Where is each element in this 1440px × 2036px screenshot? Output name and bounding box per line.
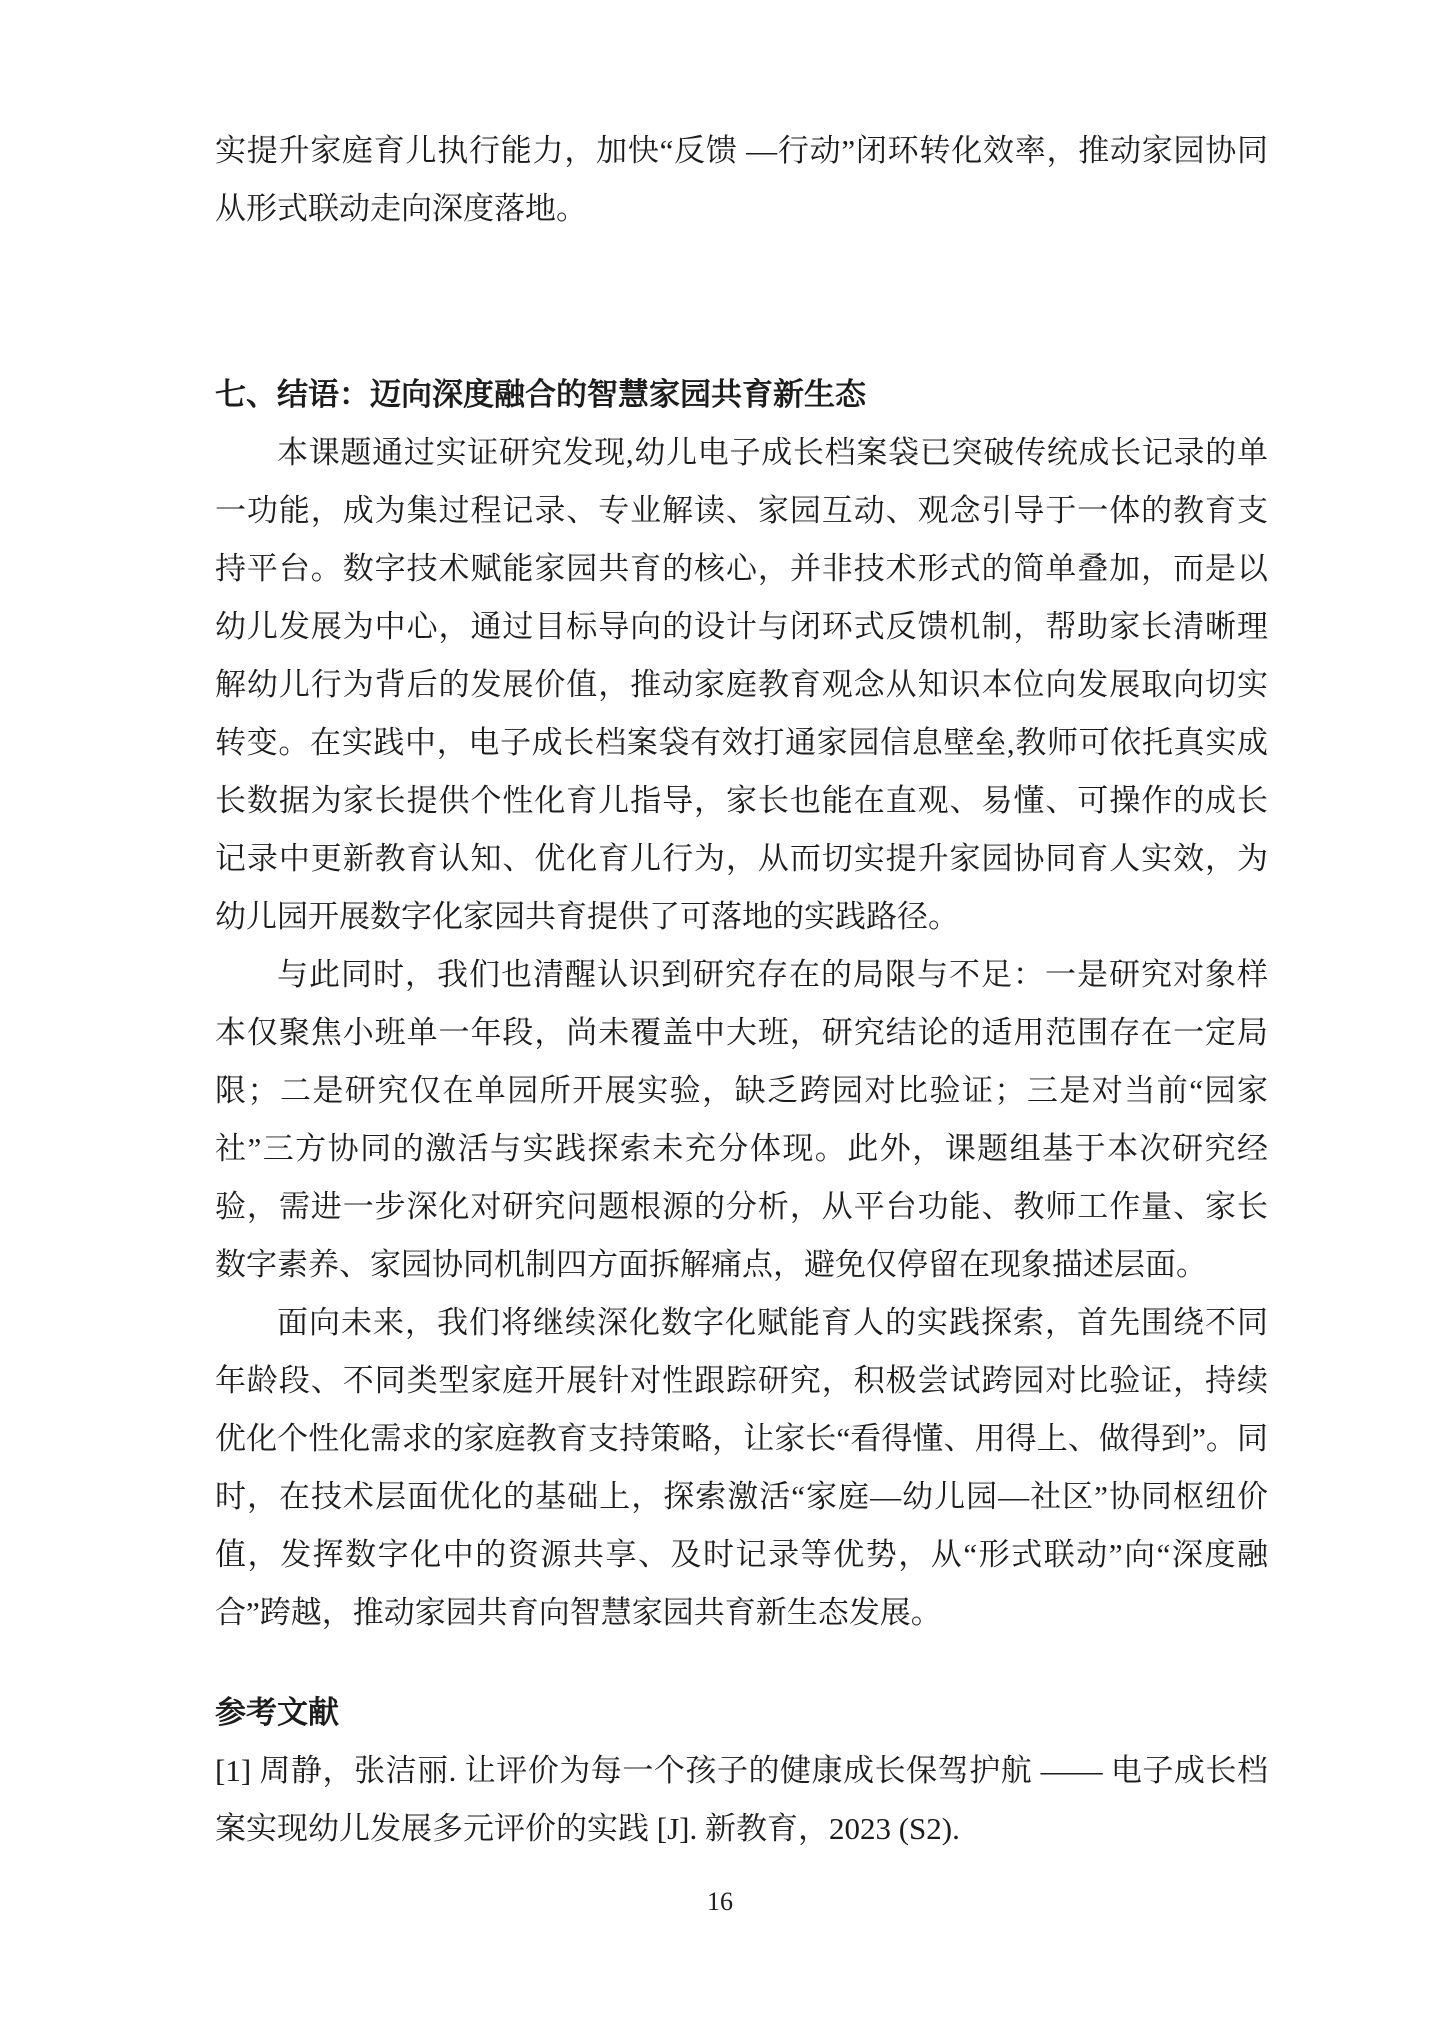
page-number: 16 bbox=[707, 1887, 733, 1916]
body-paragraph-1: 本课题通过实证研究发现,幼儿电子成长档案袋已突破传统成长记录的单一功能，成为集过程记录、专业解读、家园互动、观念引导于一体的教育支持平台。数字技术赋能家园共育的核心，并非技术形式的简单叠加，而是以幼儿发展为中心，通过目标导向的设计与闭环式反馈机制，帮助家长清晰理解幼儿行为背后的发展价值，推动家庭教育观念从知识本位向发展取向切实转变。在实践中，电子成长档案袋有效打通家园信息壁垒,教师可依托真实成长数据为家长提供个性化育儿指导，家长也能在直观、易懂、可操作的成长记录中更新教育认知、优化育儿行为，从而切实提升家园协同育人实效，为幼儿园开展数字化家园共育提供了可落地的实践路径。 bbox=[215, 435, 1268, 934]
body-paragraph-2: 与此同时，我们也清醒认识到研究存在的局限与不足：一是研究对象样本仅聚焦小班单一年段，尚未覆盖中大班，研究结论的适用范围存在一定局限；二是研究仅在单园所开展实验，缺乏跨园对比验证；三是对当前“园家社”三方协同的激活与实践探索未充分体现。此外，课题组基于本次研究经验，需进一步深化对研究问题根源的分析，从平台功能、教师工作量、家长数字素养、家园协同机制四方面拆解痛点，避免仅停留在现象描述层面。 bbox=[215, 957, 1268, 1282]
body-paragraph-3: 面向未来，我们将继续深化数字化赋能育人的实践探索，首先围绕不同年龄段、不同类型家庭开展针对性跟踪研究，积极尝试跨园对比验证，持续优化个性化需求的家庭教育支持策略，让家长“看得懂、用得上、做得到”。同时，在技术层面优化的基础上，探索激活“家庭—幼儿园—社区”协同枢纽价值，发挥数字化中的资源共享、及时记录等优势，从“形式联动”向“深度融合”跨越，推动家园共育向智慧家园共育新生态发展。 bbox=[215, 1305, 1268, 1630]
reference-item-1: [1] 周静，张洁丽. 让评价为每一个孩子的健康成长保驾护航 —— 电子成长档案实现幼儿发展多元评价的实践 [J]. 新教育，2023 (S2). bbox=[215, 1753, 1268, 1846]
continuation-paragraph: 实提升家庭育儿执行能力，加快“反馈 —行动”闭环转化效率，推动家园协同从形式联动走向深度落地。 bbox=[215, 133, 1268, 226]
section-heading: 七、结语：迈向深度融合的智慧家园共育新生态 bbox=[215, 377, 866, 412]
references-heading: 参考文献 bbox=[215, 1695, 339, 1730]
